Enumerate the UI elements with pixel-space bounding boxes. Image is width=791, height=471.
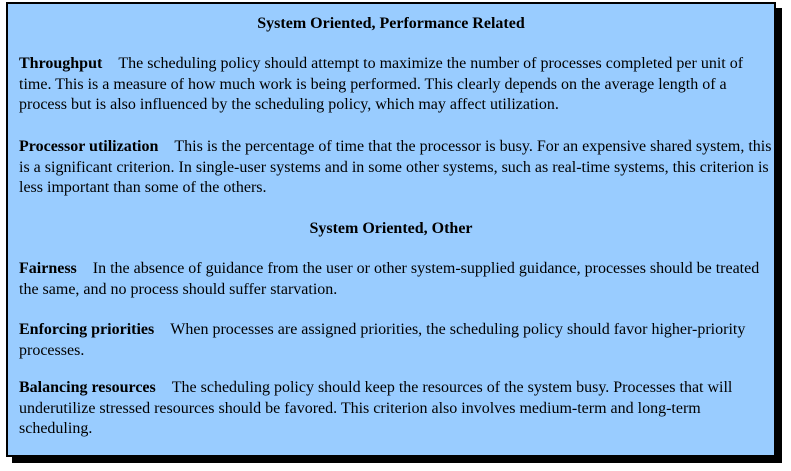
criterion-description: In the absence of guidance from the user or other system-supplied guidance, processes should be treated the same, and no process should suffer starvation. xyxy=(19,260,760,298)
criterion-term: Fairness xyxy=(19,260,77,277)
section-heading-performance: System Oriented, Performance Related xyxy=(257,15,525,32)
criterion-enforcing-priorities xyxy=(19,320,775,361)
criterion-description: The scheduling policy should attempt to maximize the number of processes completed per unit of time. This is a measure of how much work is being performed. This clearly depends on the average length of a process but is also influenced by the scheduling policy, which may affect utilization. xyxy=(19,55,744,113)
criterion-description: This is the percentage of time that the processor is busy. For an expensive shared system, this is a significant criterion. In single-user systems and in some other systems, such as real-time systems, this criterion is less important than some of the others. xyxy=(19,138,772,196)
criterion-term: Throughput xyxy=(19,55,103,72)
criterion-fairness xyxy=(19,259,775,300)
criteria-panel xyxy=(6,2,776,457)
section-heading-other: System Oriented, Other xyxy=(309,220,473,237)
criterion-balancing-resources xyxy=(19,378,775,440)
criterion-term: Enforcing priorities xyxy=(19,321,155,338)
criterion-description: When processes are assigned priorities, the scheduling policy should favor higher-priority processes. xyxy=(19,321,746,359)
criterion-throughput xyxy=(19,54,775,116)
criterion-processor-utilization xyxy=(19,137,775,199)
criterion-term: Balancing resources xyxy=(19,379,156,396)
criterion-term: Processor utilization xyxy=(19,138,159,155)
criterion-description: The scheduling policy should keep the resources of the system busy. Processes that will underutilize stressed resources should be favored. This criterion also involves medium-term and long-term scheduling. xyxy=(19,379,733,437)
